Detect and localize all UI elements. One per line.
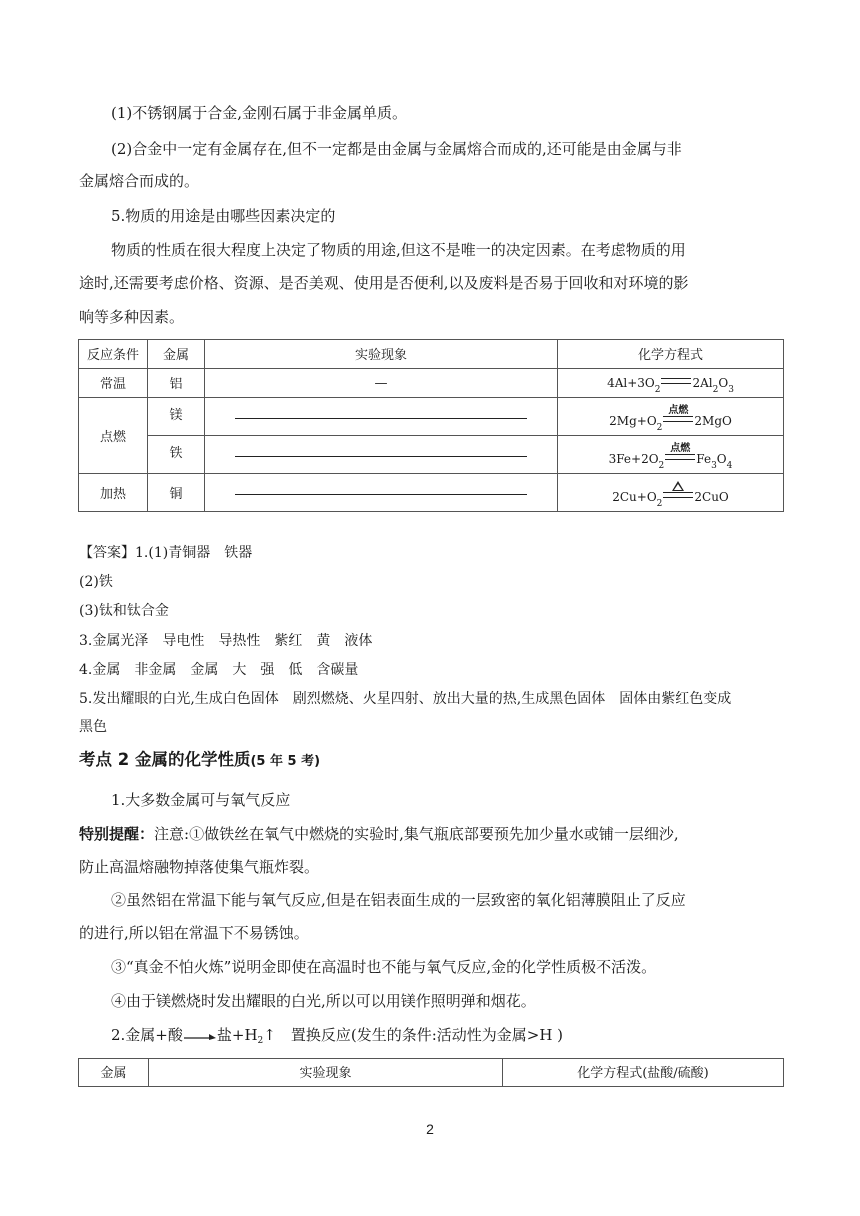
answer-line-7: 黑色 [79, 719, 107, 735]
table-row [79, 398, 784, 436]
equals-sign [663, 481, 693, 504]
reaction-arrow-icon [183, 1029, 217, 1043]
section-title: 考点 2 金属的化学性质(5 年 5 考) [79, 750, 321, 769]
cell-metal: 铝 [148, 369, 205, 398]
subheading-acid-reaction: 2.金属+酸 盐$+H_2↑$ 置换反应(发生的条件:活动性为金属>H ) [111, 1026, 564, 1046]
header-metal: 金属 [79, 1059, 149, 1087]
special-tip-line-3: ③“真金不怕火炼”说明金即使在高温时也不能与氧气反应,金的化学性质极不活泼。 [111, 958, 657, 976]
cell-phenomenon-blank [205, 436, 558, 474]
reaction-condition: 点燃 [670, 442, 691, 454]
special-tip-line-4: ④由于镁燃烧时发出耀眼的白光,所以可以用镁作照明弹和烟花。 [111, 992, 536, 1010]
cell-condition: 常温 [79, 369, 148, 398]
special-tip-line-2-cont: 的进行,所以铝在常温下不易锈蚀。 [79, 924, 309, 942]
table-header-row [79, 1059, 784, 1087]
equals-sign [663, 405, 693, 428]
header-equation: 化学方程式(盐酸/硫酸) [503, 1059, 784, 1087]
paragraph-alloy-note-1: (1)不锈钢属于合金,金刚石属于非金属单质。 [111, 104, 408, 122]
cell-condition: 点燃 [79, 398, 148, 474]
answer-line-3: (3)钛和钛合金 [79, 603, 169, 619]
subheading-oxygen: 1.大多数金属可与氧气反应 [111, 791, 291, 809]
header-phenomenon: 实验现象 [205, 340, 558, 369]
cell-equation: 2Cu+O 2 2CuO [558, 474, 784, 512]
subheading-usage-factors: 5.物质的用途是由哪些因素决定的 [111, 207, 336, 225]
paragraph-alloy-note-2: (2)合金中一定有金属存在,但不一定都是由金属与金属熔合而成的,还可能是由金属与非 [111, 140, 682, 158]
answer-line-2: (2)铁 [79, 574, 113, 590]
answer-line-1: 【答案】1.(1)青铜器 铁器 [79, 545, 253, 561]
paragraph-alloy-note-2-cont: 金属熔合而成的。 [79, 172, 200, 190]
header-equation: 化学方程式 [558, 340, 784, 369]
special-tip-line-2: ②虽然铝在常温下能与氧气反应,但是在铝表面生成的一层致密的氧化铝薄膜阻止了反应 [111, 891, 686, 909]
table-row [79, 474, 784, 512]
heat-triangle-icon [672, 481, 684, 491]
eq-products: 2Al [692, 375, 713, 390]
cell-condition: 加热 [79, 474, 148, 512]
paragraph-usage-1: 物质的性质在很大程度上决定了物质的用途,但这不是唯一的决定因素。在考虑物质的用 [111, 241, 686, 259]
cell-phenomenon-blank [205, 474, 558, 512]
header-phenomenon: 实验现象 [149, 1059, 503, 1087]
table-header-row [79, 340, 784, 369]
cell-equation: 2Mg+O 2 点燃 2MgO [558, 398, 784, 436]
page-number: 2 [426, 1121, 434, 1137]
exam-frequency: (5 年 5 考) [250, 754, 321, 769]
header-metal: 金属 [148, 340, 205, 369]
oxygen-reaction-table [78, 339, 784, 512]
special-tip-line-1-cont: 防止高温熔融物掉落使集气瓶炸裂。 [79, 858, 320, 876]
reaction-condition: 点燃 [668, 404, 689, 416]
equals-sign [665, 443, 695, 466]
answer-line-6: 5.发出耀眼的白光,生成白色固体 剧烈燃烧、火星四射、放出大量的热,生成黑色固体 固体由紫红色变成 [79, 691, 732, 707]
table-row [79, 436, 784, 474]
equals-sign [661, 378, 691, 390]
header-condition: 反应条件 [79, 340, 148, 369]
answer-line-5: 4.金属 非金属 金属 大 强 低 含碳量 [79, 662, 359, 678]
answer-blank-line [235, 480, 527, 495]
table-row [79, 369, 784, 398]
special-tip-line-1: 特别提醒：注意:①做铁丝在氧气中燃烧的实验时,集气瓶底部要预先加少量水或铺一层细沙, [79, 825, 679, 843]
cell-metal: 铜 [148, 474, 205, 512]
answer-line-4: 3.金属光泽 导电性 导热性 紫红 黄 液体 [79, 633, 373, 649]
answer-blank-line [235, 404, 527, 419]
cell-metal: 铁 [148, 436, 205, 474]
special-tip-label: 特别提醒： [79, 825, 155, 843]
cell-equation: 4Al+3O 2 2Al 2 O 3 [558, 369, 784, 398]
paragraph-usage-2: 途时,还需要考虑价格、资源、是否美观、使用是否便利,以及废料是否易于回收和对环境的影 [79, 274, 689, 292]
cell-phenomenon: — [205, 369, 558, 398]
answer-blank-line [235, 442, 527, 457]
cell-phenomenon-blank [205, 398, 558, 436]
eq-reactants: 4Al+3O [607, 375, 655, 390]
acid-reaction-table [78, 1058, 784, 1087]
cell-metal: 镁 [148, 398, 205, 436]
cell-equation: 3Fe+2O 2 点燃 Fe 3 O 4 [558, 436, 784, 474]
paragraph-usage-3: 响等多种因素。 [79, 308, 185, 326]
